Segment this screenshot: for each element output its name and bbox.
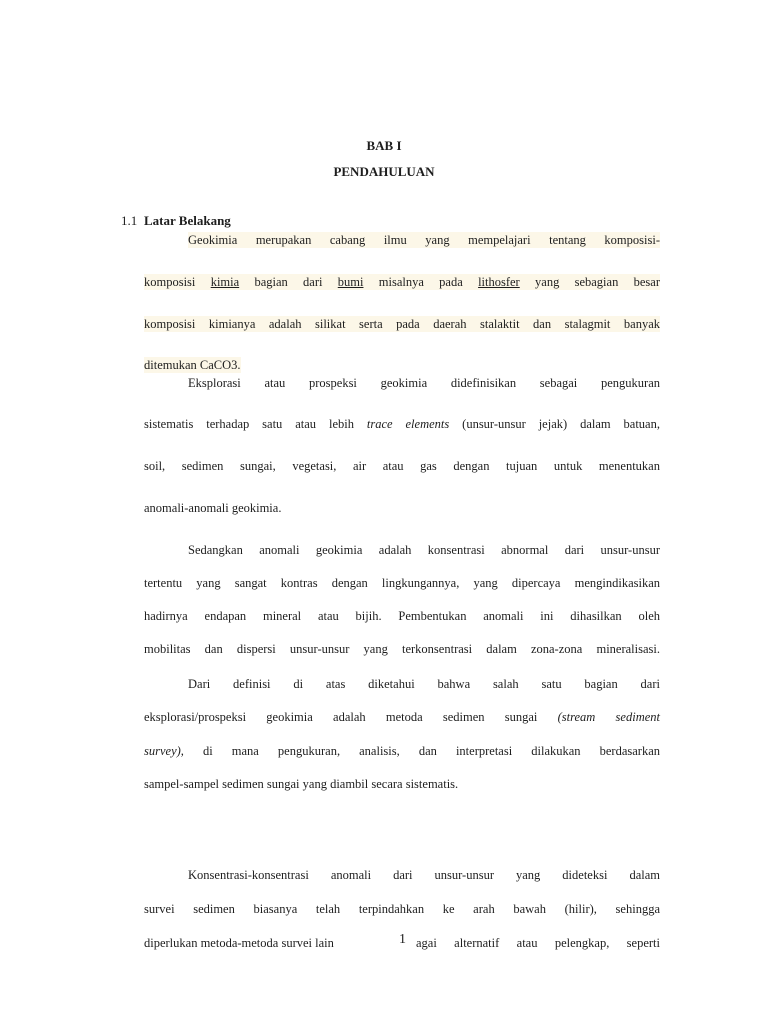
- p1-line-2-text-b: bagian dari: [239, 275, 338, 289]
- p2-line-3: soil, sedimen sungai, vegetasi, air atau gas dengan tujuan untuk menentukan: [144, 459, 660, 473]
- link-kimia[interactable]: kimia: [210, 275, 240, 289]
- p4-line-2: [144, 709, 660, 725]
- p2-line-2-text-a: sistematis terhadap satu atau lebih: [144, 417, 367, 431]
- p1-line-2: [144, 274, 660, 290]
- chapter-label: BAB I: [366, 138, 402, 153]
- p3-line-4: mobilitas dan dispersi unsur-unsur yang terkonsentrasi dalam zona-zona mineralisasi.: [144, 642, 660, 656]
- p4-line-3: [144, 743, 660, 759]
- section-number: 1.1: [121, 213, 138, 228]
- p4-line-3-text: di mana pengukuran, analisis, dan interpretasi dilakukan berdasarkan: [183, 744, 660, 758]
- p1-line-4: ditemukan CaCO3.: [144, 358, 241, 372]
- p3-line-2: tertentu yang sangat kontras dengan lingkungannya, yang dipercaya mengindikasikan: [144, 576, 660, 590]
- p2-line-2-italic: trace elements: [366, 417, 450, 431]
- p1-line-1: Geokimia merupakan cabang ilmu yang mempelajari tentang komposisi-: [188, 233, 660, 247]
- p5-line-1: Konsentrasi-konsentrasi anomali dari unsur-unsur yang dideteksi dalam: [188, 868, 660, 882]
- p5-line-3-b: agai alternatif atau pelengkap, seperti: [416, 936, 660, 950]
- p3-line-1: Sedangkan anomali geokimia adalah konsentrasi abnormal dari unsur-unsur: [188, 543, 660, 557]
- p2-line-4: anomali-anomali geokimia.: [144, 501, 282, 515]
- chapter-title: PENDAHULUAN: [333, 164, 435, 179]
- p4-line-2-text: eksplorasi/prospeksi geokimia adalah metoda sedimen sungai: [144, 710, 558, 724]
- p2-line-2: [144, 416, 660, 432]
- p1-line-2-text-a: komposisi: [144, 275, 211, 289]
- p2-line-2-text-b: (unsur-unsur jejak) dalam batuan,: [449, 417, 660, 431]
- p1-line-2-text-d: yang sebagian besar: [519, 275, 660, 289]
- p1-line-3: komposisi kimianya adalah silikat serta pada daerah stalaktit dan stalagmit banyak: [144, 317, 660, 331]
- section-title: Latar Belakang: [144, 213, 231, 228]
- p4-line-2-italic: (stream sediment: [557, 710, 660, 724]
- p3-line-3: hadirnya endapan mineral atau bijih. Pembentukan anomali ini dihasilkan oleh: [144, 609, 660, 623]
- p5-line-3-a: diperlukan metoda-metoda survei lain: [144, 936, 334, 950]
- page-number: 1: [399, 932, 406, 947]
- p4-line-4: sampel-sampel sedimen sungai yang diambil secara sistematis.: [144, 777, 459, 791]
- p4-line-1: Dari definisi di atas diketahui bahwa salah satu bagian dari: [188, 677, 660, 691]
- p4-line-3-italic: survey),: [144, 744, 184, 758]
- link-bumi[interactable]: bumi: [337, 275, 364, 289]
- p5-line-2: survei sedimen biasanya telah terpindahkan ke arah bawah (hilir), sehingga: [144, 902, 660, 916]
- p2-line-1: Eksplorasi atau prospeksi geokimia didefinisikan sebagai pengukuran: [188, 376, 660, 390]
- p1-line-2-text-c: misalnya pada: [363, 275, 479, 289]
- link-lithosfer[interactable]: lithosfer: [478, 275, 520, 289]
